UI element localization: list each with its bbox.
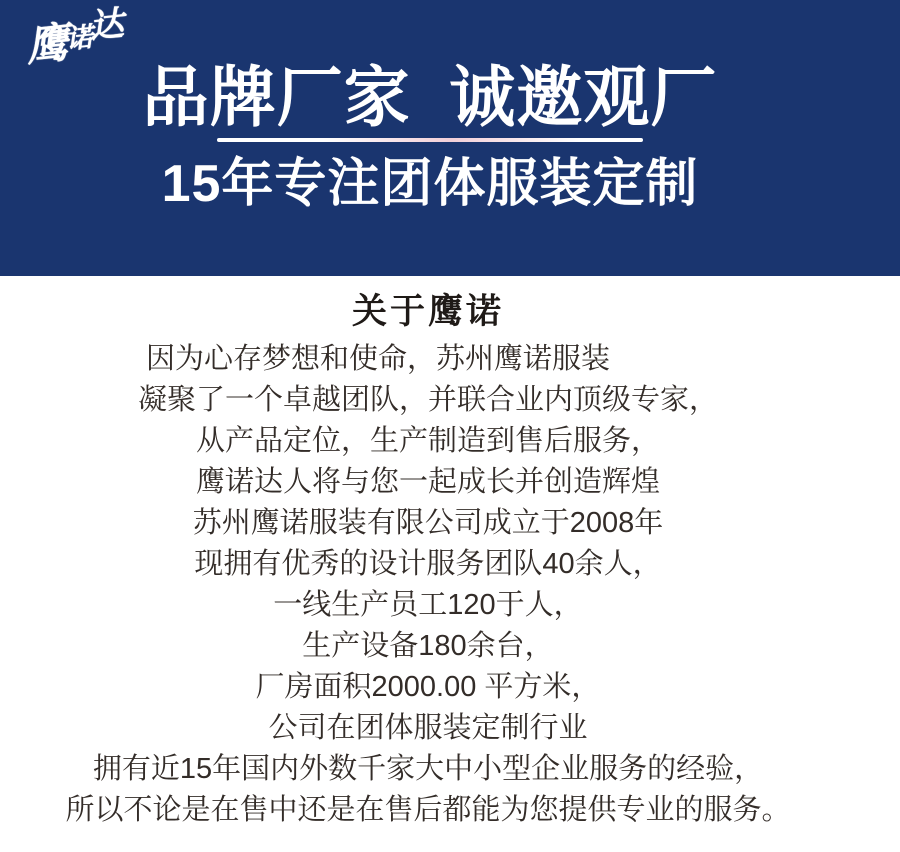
about-line: 公司在团体服装定制行业 (268, 712, 588, 744)
brand-logo-char: 鹰 (23, 18, 69, 70)
about-title: 关于鹰诺 (351, 292, 504, 331)
brand-logo-char: 诺 (64, 22, 93, 55)
about-line: 因为心存梦想和使命，苏州鹰诺服装 (145, 343, 610, 375)
about-line: 拥有近15年国内外数千家大中小型企业服务的经验， (92, 753, 764, 785)
brand-logo (22, 0, 126, 74)
banner-subheadline: 15年专注团体服装定制 (161, 155, 699, 213)
brand-logo-char: 达 (87, 4, 124, 46)
header-banner (0, 0, 900, 276)
about-line: 一线生产员工120于人， (273, 589, 583, 621)
about-line: 鹰诺达人将与您一起成长并创造辉煌 (195, 466, 660, 498)
banner-content (0, 0, 900, 212)
about-line: 厂房面积2000.00 平方米， (255, 671, 601, 703)
about-line: 从产品定位，生产制造到售后服务， (195, 425, 660, 457)
about-line: 凝聚了一个卓越团队，并联合业内顶级专家， (137, 384, 718, 416)
about-line: 生产设备180余台， (302, 630, 554, 662)
about-line: 苏州鹰诺服装有限公司成立于2008年 (192, 507, 664, 539)
banner-headline: 品牌厂家 诚邀观厂 (142, 60, 718, 134)
about-body (0, 339, 856, 831)
about-line: 现拥有优秀的设计服务团队40余人， (194, 548, 662, 580)
about-line: 所以不论是在售中还是在售后都能为您提供专业的服务。 (65, 794, 791, 826)
about-section (0, 290, 900, 831)
banner-divider (217, 138, 643, 142)
